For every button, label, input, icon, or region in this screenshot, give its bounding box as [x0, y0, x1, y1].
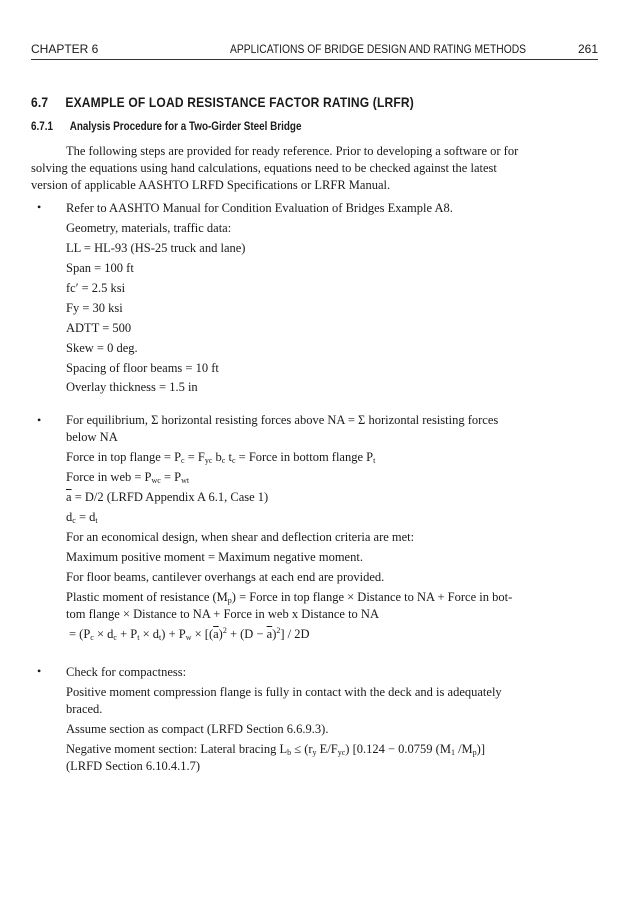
- page-number: 261: [577, 42, 598, 56]
- max-moment-text: Maximum positive moment = Maximum negative moment.: [66, 550, 363, 564]
- section-heading: [31, 94, 414, 110]
- positive-moment-line-2: braced.: [66, 702, 103, 716]
- eq-top-flange: Force in top flange = $P_c = F_{yc}$ $b_c$ $t_c$ = Force in bottom flange $P_t$: [66, 450, 376, 465]
- eq-lateral-bracing: Negative moment section: Lateral bracing $L_b \le (r_y$ $E/F_{yc}$) [0.124 − 0.0759 ($M_1$ $/M_p$)]: [66, 742, 485, 757]
- data-item: Overlay thickness = 1.5 in: [66, 380, 198, 394]
- data-item: Span = 100 ft: [66, 261, 134, 275]
- positive-moment-line-1: Positive moment compression flange is fully in contact with the deck and is adequately: [66, 685, 502, 699]
- data-item: Geometry, materials, traffic data:: [66, 221, 232, 235]
- assume-compact-text: Assume section as compact (LRFD Section 6.6.9.3).: [66, 722, 329, 736]
- plastic-moment-line-2: tom flange × Distance to NA + Force in web x Distance to NA: [66, 607, 379, 621]
- section-title: EXAMPLE OF LOAD RESISTANCE FACTOR RATING (LRFR): [65, 94, 414, 110]
- data-item: Spacing of floor beams = 10 ft: [66, 361, 219, 375]
- plastic-moment-line-1: Plastic moment of resistance $(M_p)$ = Force in top flange × Distance to NA + Force in bot-: [66, 590, 513, 605]
- eq-dc: $d_c = d_t$: [66, 510, 98, 525]
- bullet-marker: •: [37, 664, 42, 678]
- running-header: [31, 42, 598, 56]
- intro-line-3: version of applicable AASHTO LRFD Specifications or LRFR Manual.: [31, 178, 391, 192]
- chapter-title: APPLICATIONS OF BRIDGE DESIGN AND RATING METHODS: [230, 42, 527, 56]
- intro-line-2: solving the equations using hand calculations, equations need to be checked against the latest: [31, 161, 497, 175]
- data-item: Skew = 0 deg.: [66, 341, 138, 355]
- bullet-3-lead: Check for compactness:: [66, 665, 187, 679]
- bullet-2-lead-line-1: For equilibrium, Σ horizontal resisting forces above NA = Σ horizontal resisting forces: [66, 413, 499, 427]
- eq-abar: $\overline{a} = D/2$ (LRFD Appendix A 6.1, Case 1): [66, 490, 269, 504]
- eq-web: Force in web = $P_{wc} = P_{wt}$: [66, 470, 190, 485]
- lrfd-reference: (LRFD Section 6.10.4.1.7): [66, 759, 201, 773]
- subsection-title: Analysis Procedure for a Two-Girder Steel Bridge: [69, 121, 302, 133]
- data-item: fc′ = 2.5 ksi: [66, 281, 126, 295]
- section-number: 6.7: [31, 94, 49, 110]
- header-rule: [31, 59, 598, 60]
- bullet-2-lead-line-2: below NA: [66, 430, 118, 444]
- bullet-marker: •: [37, 200, 42, 214]
- data-item: Fy = 30 ksi: [66, 301, 123, 315]
- economical-design-text: For an economical design, when shear and deflection criteria are met:: [66, 530, 415, 544]
- subsection-heading: [31, 121, 301, 133]
- data-item: ADTT = 500: [66, 321, 132, 335]
- plastic-moment-formula: = $(P_c \times d_c + P_t \times d_t) + P_w \times [(\overline{a})^2 + (D - \overline{a})^2] / 2D$: [69, 626, 310, 642]
- floor-beams-text: For floor beams, cantilever overhangs at each end are provided.: [66, 570, 385, 584]
- subsection-number: 6.7.1: [31, 121, 53, 133]
- data-item: LL = HL-93 (HS-25 truck and lane): [66, 241, 246, 255]
- bullet-1-lead: Refer to AASHTO Manual for Condition Evaluation of Bridges Example A8.: [66, 201, 453, 215]
- intro-line-1: The following steps are provided for ready reference. Prior to developing a software or for: [66, 144, 519, 158]
- chapter-label: CHAPTER 6: [31, 42, 99, 56]
- bullet-marker: •: [37, 413, 42, 427]
